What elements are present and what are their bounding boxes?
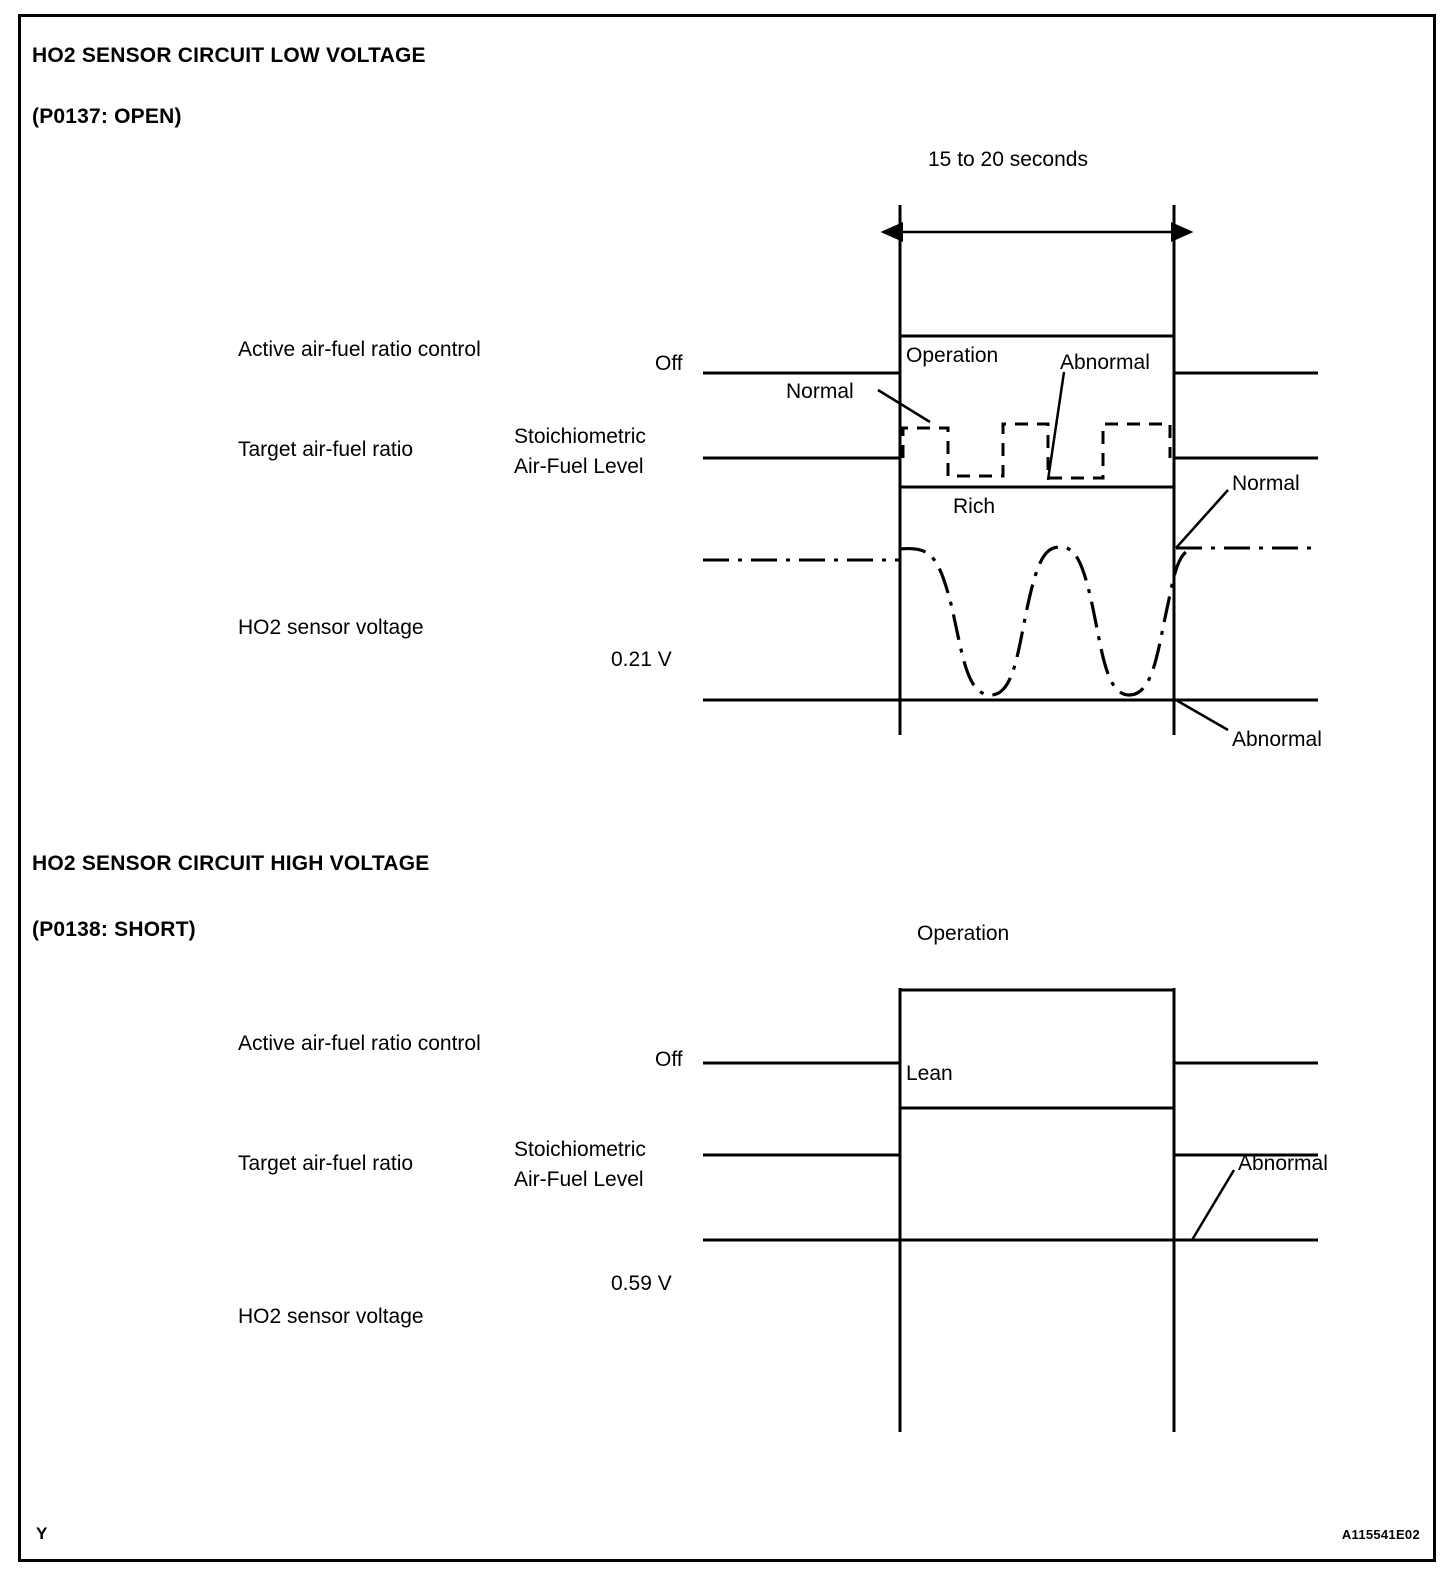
section-subtitle-high-voltage: (P0138: SHORT) (32, 918, 196, 941)
corner-mark: Y (36, 1524, 48, 1543)
row-label-target-ratio-high: Target air-fuel ratio (238, 1152, 414, 1175)
row-value-stoich-line1-low: Stoichiometric (514, 425, 646, 448)
section-title-low-voltage: HO2 SENSOR CIRCUIT LOW VOLTAGE (32, 44, 426, 67)
row-label-sensor-voltage-low: HO2 sensor voltage (238, 616, 424, 639)
annotation-normal-upper-low: Normal (786, 380, 854, 403)
annotation-lean-high: Lean (906, 1062, 953, 1085)
duration-label-low-voltage: 15 to 20 seconds (928, 148, 1088, 171)
section-subtitle-low-voltage: (P0137: OPEN) (32, 105, 182, 128)
annotation-operation-high: Operation (917, 922, 1010, 945)
annotation-abnormal-upper-low: Abnormal (1060, 351, 1150, 374)
row-label-sensor-voltage-high: HO2 sensor voltage (238, 1305, 424, 1328)
annotation-normal-lower-low: Normal (1232, 472, 1300, 495)
page-border (18, 14, 1436, 1562)
figure-code: A115541E02 (1341, 1527, 1420, 1542)
annotation-abnormal-lower-low: Abnormal (1232, 728, 1322, 751)
annotation-operation-low: Operation (906, 344, 999, 367)
row-value-stoich-line2-low: Air-Fuel Level (514, 455, 644, 478)
row-label-active-control-low: Active air-fuel ratio control (238, 338, 481, 361)
row-label-active-control-high: Active air-fuel ratio control (238, 1032, 481, 1055)
row-value-off-high: Off (655, 1048, 683, 1071)
row-value-stoich-line1-high: Stoichiometric (514, 1138, 646, 1161)
row-label-target-ratio-low: Target air-fuel ratio (238, 438, 414, 461)
section-title-high-voltage: HO2 SENSOR CIRCUIT HIGH VOLTAGE (32, 852, 430, 875)
row-value-059v: 0.59 V (611, 1272, 672, 1295)
row-value-off-low: Off (655, 352, 683, 375)
annotation-rich-low: Rich (953, 495, 996, 518)
row-value-stoich-line2-high: Air-Fuel Level (514, 1168, 644, 1191)
row-value-021v: 0.21 V (611, 648, 672, 671)
annotation-abnormal-high: Abnormal (1238, 1152, 1328, 1175)
